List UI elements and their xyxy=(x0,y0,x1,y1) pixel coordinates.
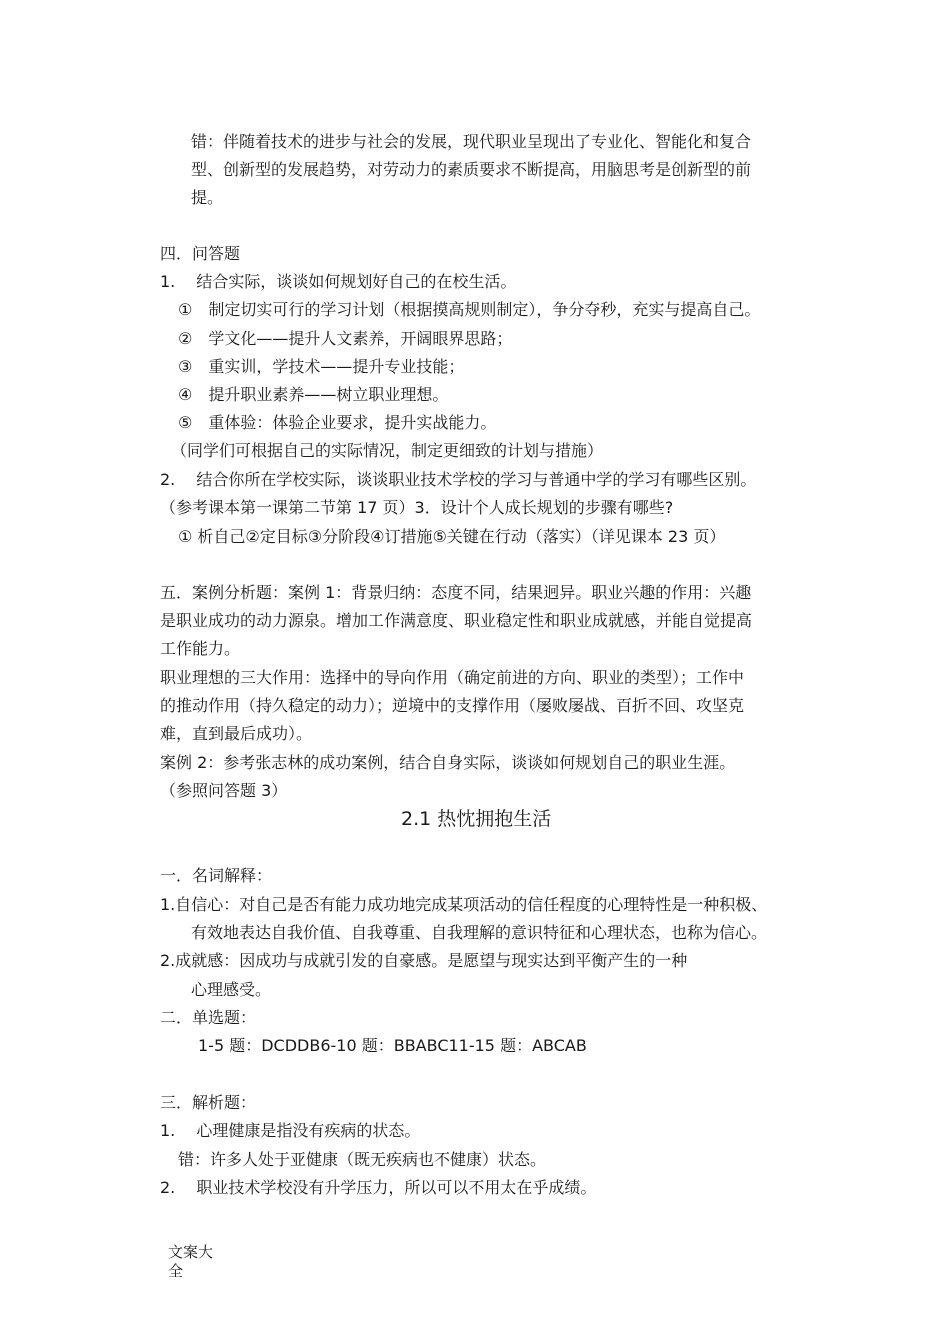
text-line: 是职业成功的动力源泉。增加工作满意度、职业稳定性和职业成就感，并能自觉提高 xyxy=(160,611,753,630)
text-line: 的推动作用（持久稳定的动力）；逆境中的支撑作用（屡败屡战、百折不回、攻坚克 xyxy=(160,696,745,715)
text-line: （参照问答题 3） xyxy=(160,781,288,800)
list-item: ③ 重实训，学技术——提升专业技能； xyxy=(178,357,465,376)
section-heading: 三．解析题： xyxy=(160,1093,257,1112)
note: （同学们可根据自己的实际情况，制定更细致的计划与措施） xyxy=(171,441,604,460)
footer-text: 文案大 xyxy=(168,1243,214,1261)
list-item: ② 学文化——提升人文素养，开阔眼界思路； xyxy=(178,329,513,348)
question: 1. 结合实际，谈谈如何规划好自己的在校生活。 xyxy=(160,272,517,291)
list-item: ⑤ 重体验：体验企业要求，提升实战能力。 xyxy=(178,413,497,432)
definition: 1.自信心：对自己是否有能力成功地完成某项活动的信任程度的心理特性是一种积极、 xyxy=(160,895,768,914)
footer-text: 全 xyxy=(168,1262,184,1280)
text-line: 五．案例分析题：案例 1：背景归纳：态度不同，结果迥异。职业兴趣的作用：兴趣 xyxy=(160,583,752,602)
question: 1. 心理健康是指没有疾病的状态。 xyxy=(160,1121,421,1140)
list-item: ④ 提升职业素养——树立职业理想。 xyxy=(178,385,449,404)
definition: 2.成就感：因成功与成就引发的自豪感。是愿望与现实达到平衡产生的一种 xyxy=(160,951,688,970)
list-item: ① 制定切实可行的学习计划（根据摸高规则制定），争分夺秒，充实与提高自己。 xyxy=(178,300,761,319)
reference-text: （参考课本第一课第二节第 17 页）3．设计个人成长规划的步骤有哪些? xyxy=(160,498,674,517)
definition: 有效地表达自我价值、自我尊重、自我理解的意识特征和心理状态，也称为信心。 xyxy=(191,923,768,942)
section-heading: 四．问答题 xyxy=(160,244,241,263)
steps-text: ① 析自己②定目标③分阶段④订措施⑤关键在行动（落实）（详见课本 23 页） xyxy=(178,527,726,546)
definition: 心理感受。 xyxy=(191,980,272,999)
text-line: 错：伴随着技术的进步与社会的发展，现代职业呈现出了专业化、智能化和复合 xyxy=(191,132,752,151)
question: 2. 结合你所在学校实际，谈谈职业技术学校的学习与普通中学的学习有哪些区别。 xyxy=(160,470,757,489)
text-line: 职业理想的三大作用：选择中的导向作用（确定前进的方向、职业的类型）；工作中 xyxy=(160,668,745,687)
section-heading: 二．单选题： xyxy=(160,1008,257,1027)
chapter-title: 2.1 热忱拥抱生活 xyxy=(401,808,552,830)
question: 2. 职业技术学校没有升学压力，所以可以不用太在乎成绩。 xyxy=(160,1178,597,1197)
text-line: 案例 2：参考张志林的成功案例，结合自身实际，谈谈如何规划自己的职业生涯。 xyxy=(160,753,736,772)
answer: 错：许多人处于亚健康（既无疾病也不健康）状态。 xyxy=(178,1150,547,1169)
text-line: 型、创新型的发展趋势，对劳动力的素质要求不断提高，用脑思考是创新型的前 xyxy=(191,160,752,179)
section-heading: 一．名词解释： xyxy=(160,866,273,885)
text-line: 提。 xyxy=(191,188,224,207)
text-line: 工作能力。 xyxy=(160,639,241,658)
answers: 1-5 题：DCDDB6-10 题：BBABC11-15 题：ABCAB xyxy=(198,1036,587,1055)
text-line: 难，直到最后成功）。 xyxy=(160,724,313,743)
